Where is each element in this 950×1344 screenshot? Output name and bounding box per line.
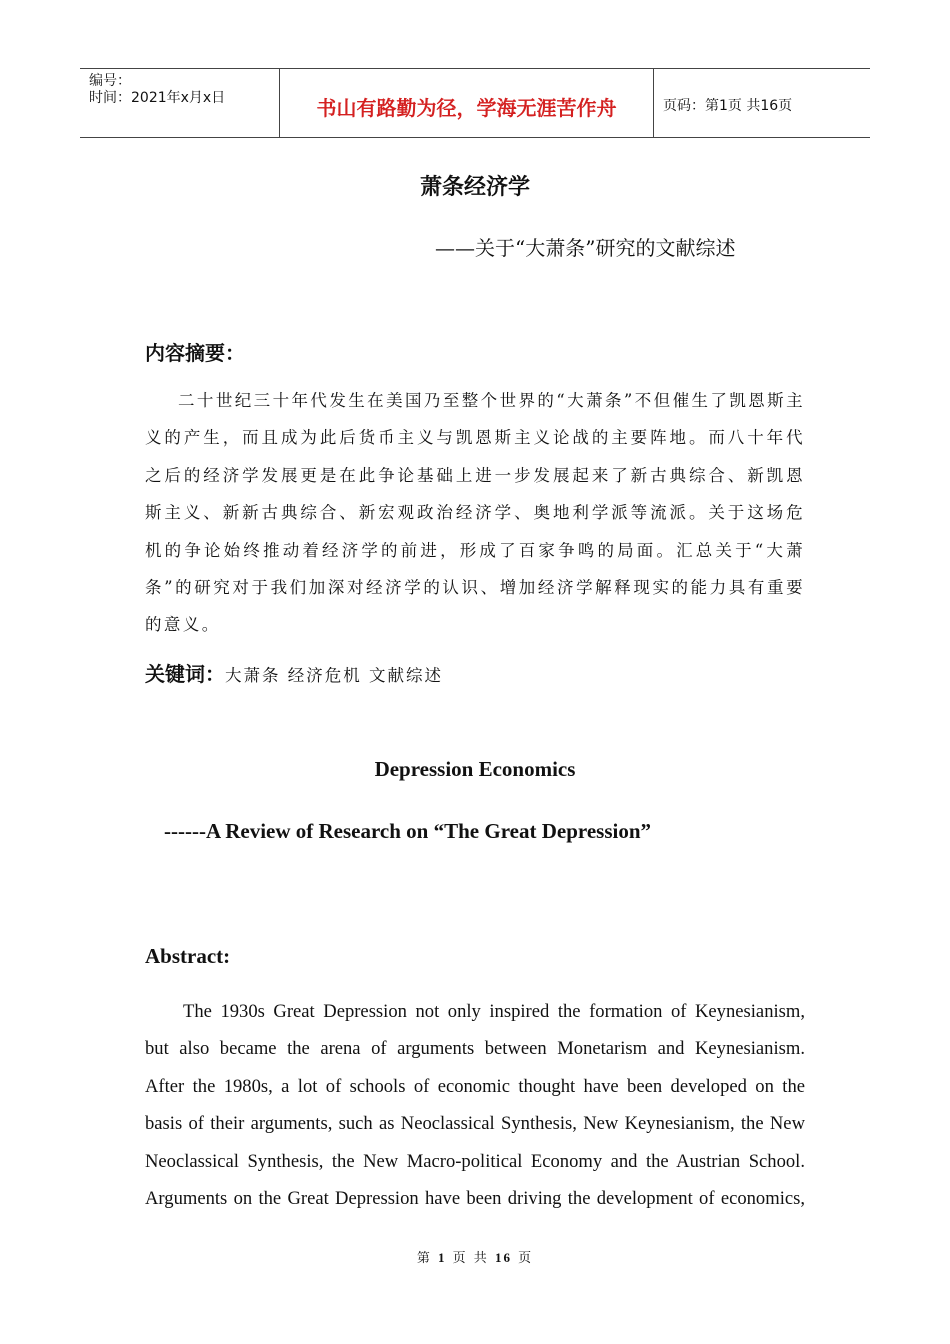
motto-text: 书山有路勤为径，学海无涯苦作舟	[316, 95, 617, 120]
header-motto-cell	[280, 69, 654, 137]
number-label: 编号：	[89, 73, 131, 89]
abstract-en-line: basis of their arguments, such as Neoclassical Synthesis, New Keynesianism, the New	[145, 1113, 805, 1135]
page-subtitle: ——关于“大萧条”研究的文献综述	[435, 236, 736, 260]
english-subtitle: ------A Review of Research on “The Great Depression”	[164, 819, 651, 843]
footer-middle: 页 共	[452, 1251, 489, 1266]
english-title: Depression Economics	[374, 757, 576, 781]
keywords-values: 大萧条 经济危机 文献综述	[225, 666, 443, 685]
footer-page-number: 1	[438, 1250, 447, 1265]
abstract-cn-body: 二十世纪三十年代发生在美国乃至整个世界的“大萧条”不但催生了凯恩斯主义的产生，而且成为此后货币主义与凯恩斯主义论战的主要阵地。而八十年代之后的经济学发展更是在此争论基础上进一步发展起来了新古典综合、新凯恩斯主义、新新古典综合、新宏观政治经济学、奥地利学派等流派。关于这场危机的争论始终推动着经济学的前进，形成了百家争鸣的局面。汇总关于“大萧条”的研究对于我们加深对经济学的认识、增加经济学解释现实的能力具有重要的意义。	[145, 391, 805, 635]
abstract-en-line: Arguments on the Great Depression have been driving the development of economics,	[145, 1188, 805, 1210]
page-label: 页码：第1页 共16页	[663, 98, 793, 114]
abstract-en-line: The 1930s Great Depression not only inspired the formation of Keynesianism,	[183, 1001, 805, 1022]
header-table	[80, 68, 870, 138]
abstract-cn-heading: 内容摘要：	[145, 341, 245, 365]
keywords	[145, 658, 443, 687]
header-left-cell	[80, 69, 280, 137]
abstract-en-heading: Abstract:	[145, 944, 231, 968]
footer-suffix: 页	[518, 1251, 534, 1266]
keywords-label: 关键词：	[145, 662, 225, 686]
header-page-cell	[654, 69, 870, 137]
abstract-en-line: but also became the arena of arguments between Monetarism and Keynesianism.	[145, 1038, 805, 1060]
abstract-en-body	[145, 993, 805, 1217]
page-title: 萧条经济学	[419, 175, 530, 200]
date-label: 时间：2021年x月x日	[89, 90, 226, 106]
page-footer	[0, 1247, 950, 1266]
abstract-en-line: Neoclassical Synthesis, the New Macro-political Economy and the Austrian School.	[145, 1150, 805, 1172]
footer-total-pages: 16	[494, 1250, 512, 1265]
abstract-en-line: After the 1980s, a lot of schools of economic thought have been developed on the	[145, 1075, 805, 1097]
footer-prefix: 第	[416, 1251, 432, 1266]
